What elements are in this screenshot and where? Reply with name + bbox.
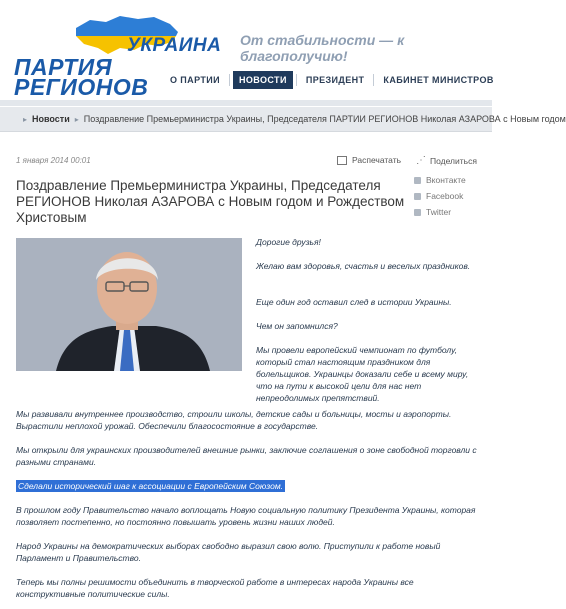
facebook-icon: [414, 193, 421, 200]
article-paragraph-highlighted: [16, 480, 478, 492]
article-paragraph: Желаю вам здоровья, счастья и веселых праздников.: [256, 261, 471, 271]
nav-cabinet[interactable]: КАБИНЕТ МИНИСТРОВ: [383, 75, 494, 85]
article-paragraph: Еще один год оставил след в истории Украины.: [256, 297, 452, 307]
article-paragraph: [256, 344, 478, 404]
article-paragraph: Мы открыли для украинских производителей внешние рынки, заключие соглашения о зоне свободной торговли с разными странами.: [16, 445, 477, 467]
print-label: Распечатать: [352, 155, 402, 165]
nav-divider: [373, 74, 374, 86]
breadcrumb: [0, 107, 566, 132]
nav-divider: [229, 74, 230, 86]
breadcrumb-news[interactable]: Новости: [32, 114, 70, 124]
share-vk[interactable]: [414, 172, 466, 188]
logo-line1: ПАРТИЯ: [14, 54, 112, 80]
nav-about[interactable]: О ПАРТИИ: [170, 75, 220, 85]
share-facebook[interactable]: [414, 188, 466, 204]
slogan: От стабильности — к благополучию!: [240, 32, 405, 64]
site-header: [0, 0, 494, 100]
print-button[interactable]: [337, 155, 401, 165]
share-label: Поделиться: [430, 155, 477, 166]
share-twitter[interactable]: [414, 204, 466, 220]
share-twitter-label: Twitter: [426, 207, 452, 217]
article-title: Поздравление Премьерминистра Украины, Председателя РЕГИОНОВ Николая АЗАРОВА с Новым годом и Рождеством Христовым: [16, 178, 405, 225]
article-paragraph: Чем он запомнился?: [256, 321, 338, 331]
nav-president[interactable]: ПРЕЗИДЕНТ: [305, 75, 365, 85]
vk-icon: [414, 177, 421, 184]
breadcrumb-separator: ▸: [23, 114, 28, 124]
article-paragraph-text: Мы провели европейский чемпионат по футболу, который стал настоящим праздником для болельщиков. Украинцы доказали себе и всему миру, что на пути к высокой цели для нас нет непреодолимых препятствий.: [256, 345, 469, 403]
article-paragraph: Народ Украины на демократических выборах свободно выразил свою волю. Приступили к работе новый Парламент и Правительство.: [16, 541, 441, 563]
publish-date: 1 января 2014 00:01: [16, 156, 91, 165]
main-nav: [164, 70, 500, 90]
article-paragraph: Мы развивали внутреннее производство, строили школы, детские сады и больницы, мосты и аэропорты. Вырастили неплохой урожай. Обеспечили благосостояние в государстве.: [16, 409, 452, 431]
nav-divider: [296, 74, 297, 86]
breadcrumb-separator: ▸: [74, 114, 79, 124]
printer-icon: [337, 156, 347, 165]
nav-news[interactable]: НОВОСТИ: [233, 71, 293, 89]
portrait-image: [16, 238, 242, 371]
logo-ukraina-text: УКРАИНА: [127, 35, 222, 56]
article-paragraph: Теперь мы полны решимости объединить в творческой работе в интересах народа Украины все конструктивные политические силы.: [16, 577, 414, 599]
share-facebook-label: Facebook: [426, 191, 464, 201]
header-divider: [0, 100, 492, 106]
twitter-icon: [414, 209, 421, 216]
share-vk-label: Вконтакте: [426, 175, 466, 185]
article-paragraph: В прошлом году Правительство начало воплощать Новую социальную политику Президента Украины, которая позволяет постепенно, но постоянно повышать уровень жизни наших людей.: [16, 505, 476, 527]
selected-text[interactable]: Сделали исторический шаг к ассоциации с Европейским Союзом.: [18, 481, 284, 491]
share-button[interactable]: [416, 155, 477, 166]
breadcrumb-current: Поздравление Премьерминистра Украины, Председателя ПАРТИИ РЕГИОНОВ Николая АЗАРОВА с Новым годом: [83, 114, 566, 124]
article-photo: [16, 238, 242, 371]
share-list: [414, 172, 466, 220]
logo-line2: РЕГИОНОВ: [14, 74, 149, 100]
share-icon: ⋰: [416, 155, 426, 166]
article-paragraph: Дорогие друзья!: [256, 237, 321, 247]
